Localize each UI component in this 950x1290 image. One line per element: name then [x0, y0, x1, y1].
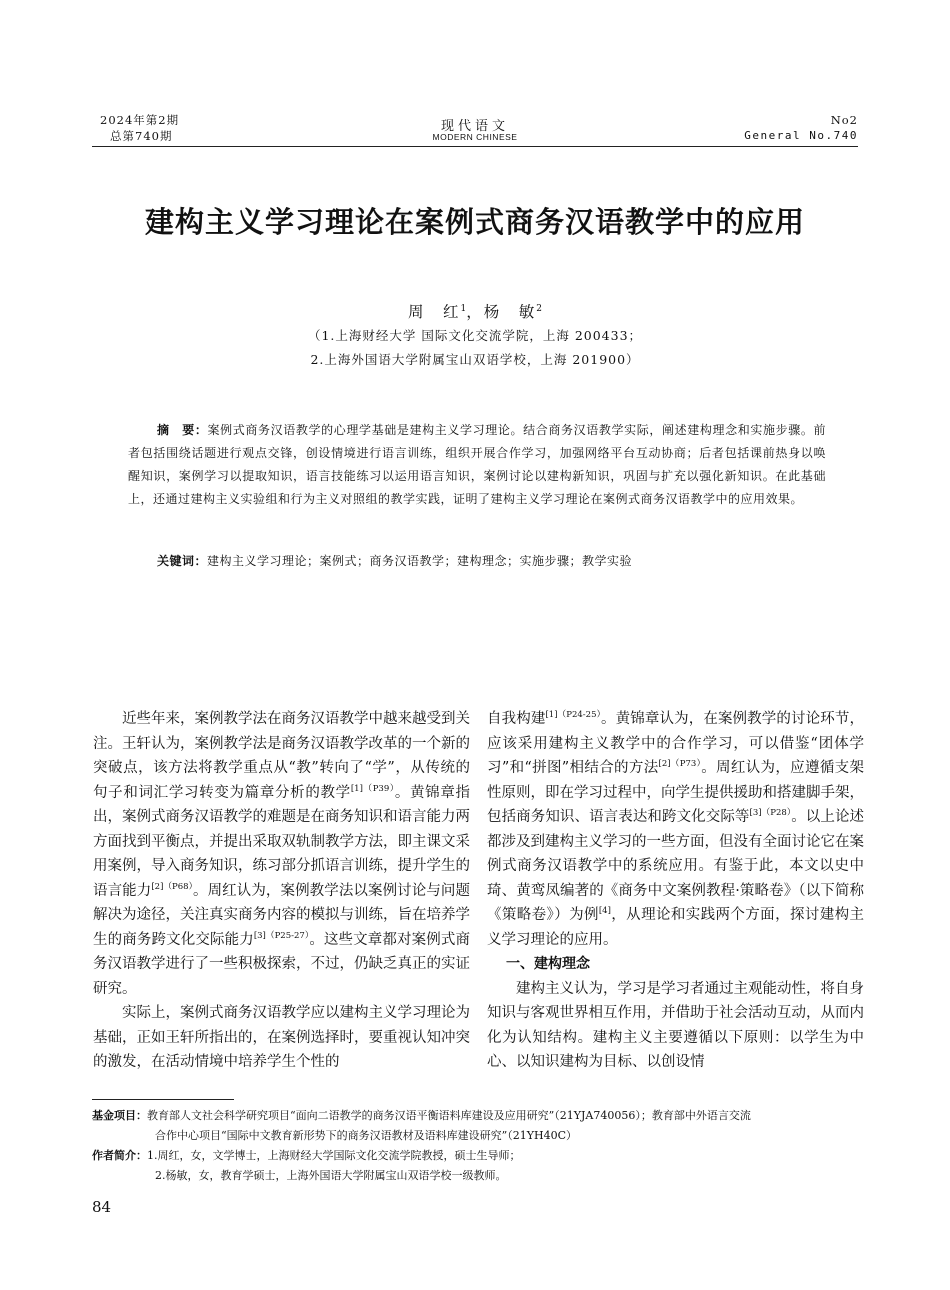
keywords-text: 建构主义学习理论；案例式；商务汉语教学；建构理念；实施步骤；教学实验	[207, 554, 633, 568]
author-affil-ref: 2	[536, 303, 542, 314]
paragraph: 实际上，案例式商务汉语教学应以建构主义学习理论为基础，正如王轩所指出的，在案例选择时，要重视认知冲突的激发，在活动情境中培养学生个性的	[93, 1005, 470, 1070]
footnote-authors	[92, 1146, 868, 1186]
journal-name: 现代语文	[440, 119, 509, 134]
affiliation: 2.上海外国语大学附属宝山双语学校，上海 201900）	[310, 352, 640, 367]
body-text: 。黄锦章认为，在案例教学的讨论环节，应该采用建构主义教学中的合作学习，可以借鉴“团体学习”和“拼图”相结合的方法	[487, 711, 865, 776]
author-line	[0, 300, 950, 322]
citation: [1]（P24-25）	[545, 710, 601, 721]
body-text: 。这些文章都对案例式商务汉语教学进行了一些积极探索，不过，仍缺乏真正的实证研究。	[93, 931, 471, 997]
author-name: 周 红	[407, 303, 461, 321]
general-number: General No.740	[744, 129, 858, 142]
body-text: 。黄锦章指出，案例式商务汉语教学的难题是在商务知识和语言能力两方面找到平衡点，并提出采取双轨制教学方法，即主课文采用案例，导入商务知识，练习部分抓语言训练，提升学生的语言能力	[93, 784, 471, 899]
author-affil-ref: 1	[460, 303, 467, 314]
body-text: 近些年来，案例教学法在商务汉语教学中越来越受到关注。王轩认为，案例教学法是商务汉语教学改革的一个新的突破点，该方法将教学重点从“教”转向了“学”，从传统的句子和词汇学习转变为篇章分析的教学	[93, 711, 470, 801]
body-text: 。周红认为，应遵循支架性原则，即在学习过程中，向学生提供援助和搭建脚手架，包括商务知识、语言表达和跨文化交际等	[487, 760, 865, 825]
body-text: 。以上论述都涉及到建构主义学习的一些方面，但没有全面讨论它在案例式商务汉语教学中的系统应用。有鉴于此，本文以史中琦、黄鸾凤编著的《商务中文案例教程·策略卷》（以下简称《策略卷》）为例	[487, 809, 865, 923]
article-title: 建构主义学习理论在案例式商务汉语教学中的应用	[144, 205, 805, 239]
section-heading: 一、建构理念	[506, 956, 590, 972]
footnote-rule	[92, 1099, 234, 1100]
author-bio-text: 2.杨敏，女，教育学硕士，上海外国语大学附属宝山双语学校一级教师。	[155, 1169, 507, 1182]
header-rule	[92, 146, 858, 147]
citation: [2]（P68）	[151, 881, 194, 892]
footnote-funding	[92, 1106, 868, 1146]
citation: [4]	[598, 906, 611, 917]
paragraph: 建构主义认为，学习是学习者通过主观能动性，将自身知识与客观世界相互作用，并借助于社会活动互动，从而内化为认知结构。建构主义主要遵循以下原则：以学生为中心、以知识建构为目标、以创设情	[487, 980, 864, 1070]
author-name: 杨 敏	[483, 303, 537, 321]
issue-number: No2	[830, 113, 858, 127]
author-bio-label: 作者简介：	[92, 1149, 147, 1162]
author-separator: ，	[466, 303, 484, 321]
paragraph	[487, 707, 864, 952]
journal-english-name: MODERN CHINESE	[432, 132, 518, 142]
paragraph	[93, 707, 470, 1001]
body-column-left	[93, 707, 470, 1075]
abstract	[128, 419, 826, 511]
funding-text: 合作中心项目“国际中文教育新形势下的商务汉语教材及语料库建设研究”（21YH40C）	[155, 1129, 578, 1142]
keywords-label: 关键词：	[157, 554, 208, 568]
affiliation: （1.上海财经大学 国际文化交流学院，上海 200433；	[307, 328, 643, 343]
body-text: 自我构建	[487, 711, 546, 727]
page-number: 84	[92, 1198, 112, 1216]
citation: [3]（P25-27）	[253, 930, 310, 941]
keywords	[157, 550, 826, 572]
citation: [1]（P39）	[350, 783, 395, 794]
citation: [3]（P28）	[749, 808, 792, 819]
body-column-right	[487, 707, 864, 1075]
abstract-label: 摘 要：	[157, 423, 208, 437]
issue-total: 总第740期	[110, 129, 173, 143]
body-text: 。周红认为，案例教学法以案例讨论与问题解决为途径，关注真实商务内容的模拟与训练，旨在培养学生的商务跨文化交际能力	[93, 882, 471, 948]
funding-text: 教育部人文社会科学研究项目“面向二语教学的商务汉语平衡语料库建设及应用研究”（21YJA740056）；教育部中外语言交流	[147, 1109, 751, 1122]
author-bio-text: 1.周红，女，文学博士，上海财经大学国际文化交流学院教授，硕士生导师；	[147, 1149, 521, 1162]
body-text: ，从理论和实践两个方面，探讨建构主义学习理论的应用。	[487, 907, 865, 948]
issue-year: 2024年第2期	[100, 113, 180, 127]
citation: [2]（P73）	[658, 759, 702, 770]
funding-label: 基金项目：	[92, 1109, 147, 1122]
abstract-text: 案例式商务汉语教学的心理学基础是建构主义学习理论。结合商务汉语教学实际，阐述建构理念和实施步骤。前者包括围绕话题进行观点交锋，创设情境进行语言训练，组织开展合作学习，加强网络平台互动协商；后者包括课前热身以唤醒知识，案例学习以提取知识，语言技能练习以运用语言知识，案例讨论以建构新知识，巩固与扩充以强化新知识。在此基础上，还通过建构主义实验组和行为主义对照组的教学实践，证明了建构主义学习理论在案例式商务汉语教学中的应用效果。	[128, 423, 826, 506]
